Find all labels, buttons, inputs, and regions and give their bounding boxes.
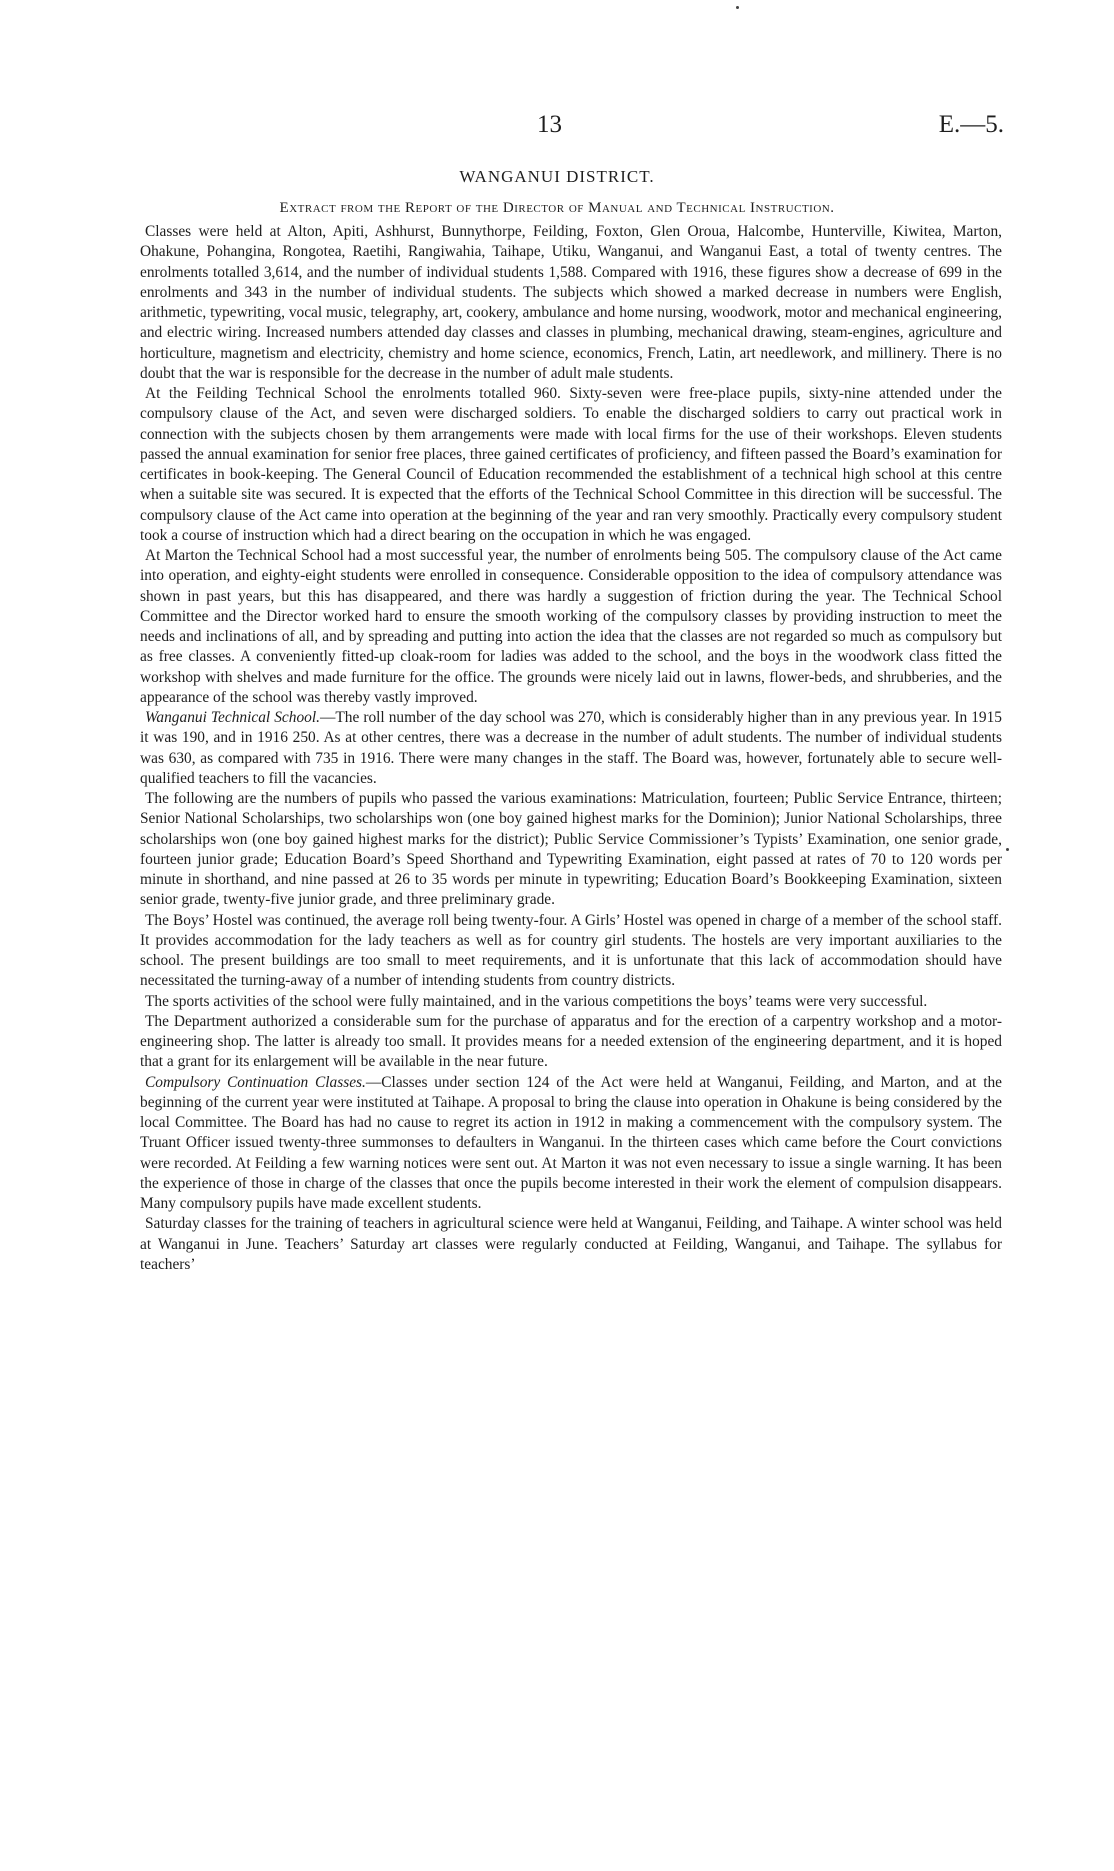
paragraph-examinations: The following are the numbers of pupils who passed the various examinations: Matriculation, fourteen; Public Service Entrance, thirteen; Senior National Scholarships, two scholarships won (one boy gained highest marks for the Dominion); Junior National Scholarships, three scholarships won (one boy gained highest marks for the district); Public Service Commissioner’s Typists’ Examination, one senior grade, fourteen junior grade; Education Board’s Speed Shorthand and Typewriting Examination, eight passed at rates of 70 to 120 words per minute in shorthand, and nine passed at 26 to 35 words per minute in typewriting; Education Board’s Bookkeeping Examination, sixteen senior grade, twenty-five junior grade, and three preliminary grade. [140,790,1002,909]
series-reference: E.—5. [938,111,1004,138]
paragraph-saturday-classes: Saturday classes for the training of teachers in agricultural science were held at Wanganui, Feilding, and Taihape. A winter school was held at Wanganui in June. Teachers’ Saturday art classes were regularly conducted at Feilding, Wanganui, and Taihape. The syllabus for teachers’ [140,1215,1002,1273]
paragraph-feilding: At the Feilding Technical School the enrolments totalled 960. Sixty-seven were free-place pupils, sixty-nine attended under the compulsory clause of the Act, and seven were discharged soldiers. To enable the discharged soldiers to carry out practical work in connection with the subjects chosen by them arrangements were made with local firms for the use of their workshops. Eleven students passed the annual examination for senior free places, three gained certificates of proficiency, and fifteen passed the Board’s examination for certificates in book-keeping. The General Council of Education recommended the establishment of a technical high school at this centre when a suitable site was secured. It is expected that the efforts of the Technical School Committee in this direction will be successful. The compulsory clause of the Act came into operation at the beginning of the year and ran very smoothly. Practically every compulsory student took a course of instruction which had a direct bearing on the occupation in which he was engaged. [140,385,1002,544]
scan-speck [1006,848,1009,851]
section-lead: Wanganui Technical School. [145,709,320,726]
extract-title: Extract from the Report of the Director of Manual and Technical Instruction. [279,200,835,216]
page-header [0,111,1114,151]
paragraph-sports: The sports activities of the school were fully maintained, and in the various competitions the boys’ teams were very successful. [145,992,928,1010]
district-title: WANGANUI DISTRICT. [459,167,655,186]
paragraph-department: The Department authorized a considerable sum for the purchase of apparatus and for the erection of a carpentry workshop and a motor-engineering shop. The latter is already too small. It provides means for a needed extension of the engineering department, and it is hoped that a grant for its enlargement will be available in the near future. [140,1012,1002,1071]
paragraph-marton: At Marton the Technical School had a most successful year, the number of enrolments being 505. The compulsory clause of the Act came into operation, and eighty-eight students were enrolled in consequence. Considerable opposition to the idea of compulsory attendance was shown in past years, but this has disappeared, and there was hardly a suggestion of friction during the year. The Technical School Committee and the Director worked hard to ensure the smooth working of the compulsory classes by providing instruction to meet the needs and inclinations of all, and by spreading and putting into action the idea that the classes are not regarded so much as compulsory but as free classes. A conveniently fitted-up cloak-room for ladies was added to the school, and the boys in the woodwork class fitted the workshop with shelves and made furniture for the office. The grounds were nicely laid out in lawns, flower-beds, and shrubberies, and the appearance of the school was thereby vastly improved. [140,547,1002,706]
paragraph-compulsory-classes: Compulsory Continuation Classes.—Classes under section 124 of the Act were held at Wanganui, Feilding, and Marton, and at the beginning of the current year were instituted at Taihape. A proposal to bring the clause into operation in Ohakune is being considered by the local Committee. The Board has had no cause to regret its action in 1912 in making a commencement with the compulsory system. The Truant Officer issued twenty-three summonses to defaulters in Wanganui. In the thirteen cases which came before the Court convictions were recorded. At Feilding a few warning notices were sent out. At Marton it was not even necessary to issue a single warning. It has been the experience of those in charge of the classes that once the pupils become interested in their work the element of compulsion disappears. Many compulsory pupils have made excellent students. [140,1073,1002,1212]
page-number: 13 [537,111,562,138]
section-lead: Compulsory Continuation Classes. [145,1073,366,1091]
paragraph-wanganui-technical-school: Wanganui Technical School.—The roll number of the day school was 270, which is considerably higher than in any previous year. In 1915 it was 190, and in 1916 250. As at other centres, there was a decrease in the number of adult students. The number of individual students was 630, as compared with 735 in 1916. There were many changes in the staff. The Board was, however, fortunately able to secure well-qualified teachers to fill the vacancies. [140,709,1002,787]
scan-speck [736,6,739,9]
paragraph-classes: Classes were held at Alton, Apiti, Ashhurst, Bunnythorpe, Feilding, Foxton, Glen Oroua, Halcombe, Hunterville, Kiwitea, Marton, Ohakune, Pohangina, Rongotea, Raetihi, Rangiwahia, Taihape, Utiku, Wanganui, and Wanganui East, a total of twenty centres. The enrolments totalled 3,614, and the number of individual students 1,588. Compared with 1916, these figures show a decrease of 699 in the enrolments and 343 in the number of individual students. The subjects which showed a marked decrease in numbers were English, arithmetic, typewriting, vocal music, telegraphy, art, cookery, ambulance and home nursing, woodwork, motor and mechanical engineering, and electric wiring. Increased numbers attended day classes and classes in plumbing, mechanical drawing, steam-engines, agriculture and horticulture, magnetism and electricity, chemistry and home science, economics, French, Latin, art needlework, and millinery. There is no doubt that the war is responsible for the decrease in the number of adult male students. [140,223,1002,382]
report-body [140,222,1002,1275]
paragraph-hostels: The Boys’ Hostel was continued, the average roll being twenty-four. A Girls’ Hostel was opened in charge of a member of the school staff. It provides accommodation for the lady teachers as well as for country girl students. The hostels are very important auxiliaries to the school. The present buildings are too small to meet requirements, and it is unfortunate that this lack of accommodation should have necessitated the turning-away of a number of intending students from country districts. [140,911,1002,990]
